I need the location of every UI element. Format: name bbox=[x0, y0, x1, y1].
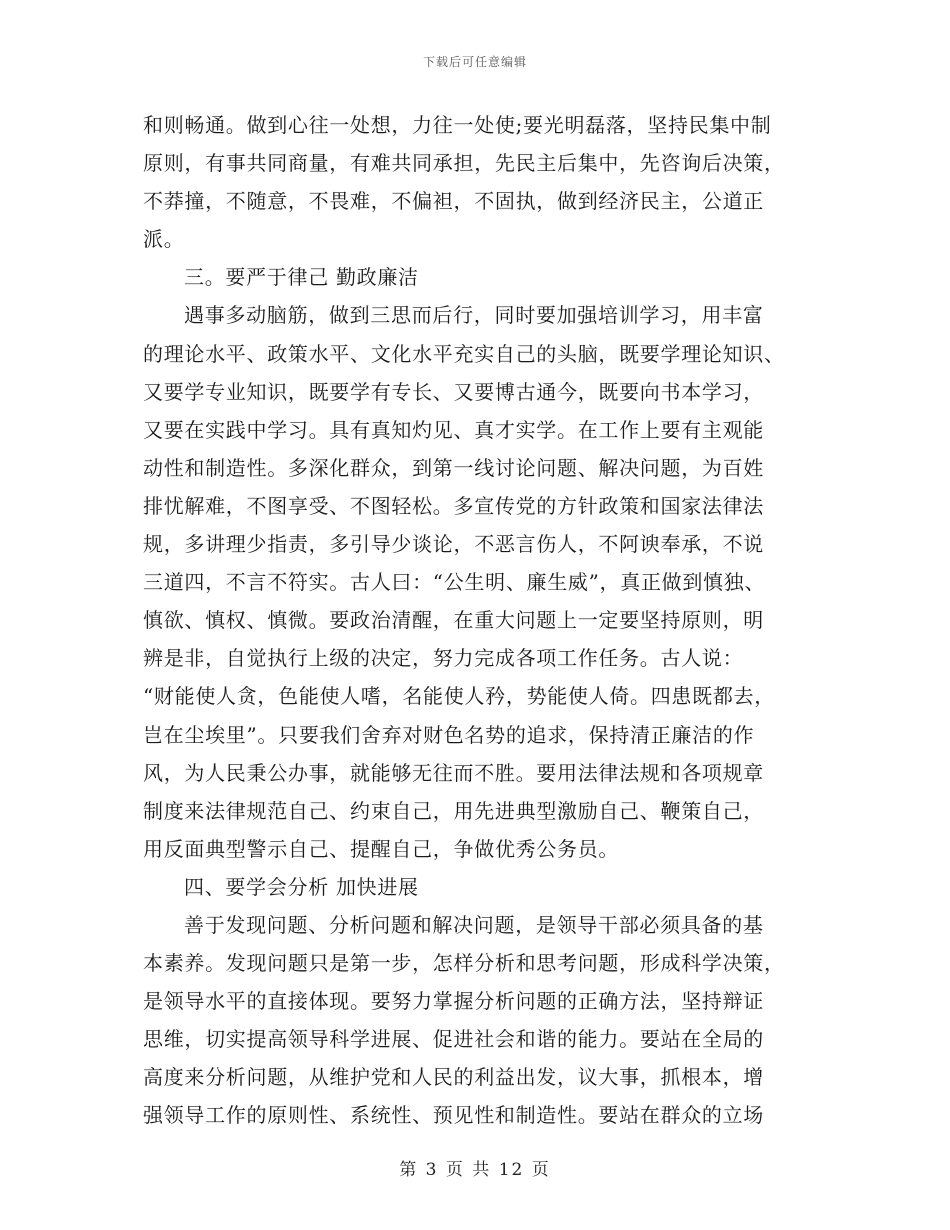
text-line: 三道四，不言不符实。古人曰：“公生明、廉生威”，真正做到慎独、 bbox=[143, 570, 766, 595]
text-line: 高度来分析问题，从维护党和人民的利益出发，议大事，抓根本，增 bbox=[143, 1065, 764, 1090]
text-line: 的理论水平、政策水平、文化水平充实自己的头脑，既要学理论知识、 bbox=[143, 341, 785, 366]
paragraph-start: 善于发现问题、分析问题和解决问题，是领导干部必须具备的基 bbox=[184, 912, 764, 937]
page-number: 第 3 页 共 12 页 bbox=[399, 1160, 551, 1180]
text-line: 风，为人民秉公办事，就能够无往而不胜。要用法律法规和各项规章 bbox=[143, 760, 764, 785]
text-line: 用反面典型警示自己、提醒自己，争做优秀公务员。 bbox=[143, 836, 620, 861]
text-line: 制度来法律规范自己、约束自己，用先进典型激励自己、鞭策自己， bbox=[143, 798, 764, 823]
text-line: 派。 bbox=[143, 227, 185, 252]
text-line: 强领导工作的原则性、系统性、预见性和制造性。要站在群众的立场 bbox=[143, 1103, 764, 1128]
paragraph-start: 遇事多动脑筋，做到三思而后行，同时要加强培训学习，用丰富 bbox=[184, 303, 764, 328]
section-heading: 四、要学会分析 加快进展 bbox=[184, 874, 419, 899]
text-line: 又要在实践中学习。具有真知灼见、真才实学。在工作上要有主观能 bbox=[143, 417, 764, 442]
text-line: 慎欲、慎权、慎微。要政治清醒，在重大问题上一定要坚持原则，明 bbox=[143, 608, 764, 633]
text-line: 思维，切实提高领导科学进展、促进社会和谐的能力。要站在全局的 bbox=[143, 1027, 764, 1052]
text-line: 规，多讲理少指责，多引导少谈论，不恶言伤人，不阿谀奉承，不说 bbox=[143, 532, 764, 557]
text-line: 不莽撞，不随意，不畏难，不偏袒，不固执，做到经济民主，公道正 bbox=[143, 189, 764, 214]
text-line: 本素养。发现问题只是第一步，怎样分析和思考问题，形成科学决策， bbox=[143, 951, 785, 976]
text-line: 是领导水平的直接体现。要努力掌握分析问题的正确方法，坚持辩证 bbox=[143, 989, 764, 1014]
body-text bbox=[143, 106, 807, 1135]
text-line: 原则，有事共同商量，有难共同承担，先民主后集中，先咨询后决策， bbox=[143, 151, 785, 176]
text-line: 排忧解难，不图享受、不图轻松。多宣传党的方针政策和国家法律法 bbox=[143, 493, 764, 518]
page-header: 下载后可任意编辑 bbox=[422, 55, 527, 69]
text-line: 和则畅通。做到心往一处想，力往一处使;要光明磊落，坚持民集中制 bbox=[143, 113, 772, 137]
text-line: 岂在尘埃里”。只要我们舍弃对财色名势的追求，保持清正廉洁的作 bbox=[143, 722, 755, 747]
section-heading: 三。要严于律己 勤政廉洁 bbox=[184, 265, 419, 290]
text-line: 动性和制造性。多深化群众，到第一线讨论问题、解决问题，为百姓 bbox=[143, 455, 764, 480]
text-line: “财能使人贪，色能使人嗜，名能使人矜，势能使人倚。四患既都去， bbox=[143, 684, 775, 709]
text-line: 又要学专业知识，既要学有专长、又要博古通今，既要向书本学习， bbox=[143, 379, 764, 404]
text-line: 辨是非，自觉执行上级的决定，努力完成各项工作任务。古人说： bbox=[143, 646, 744, 671]
